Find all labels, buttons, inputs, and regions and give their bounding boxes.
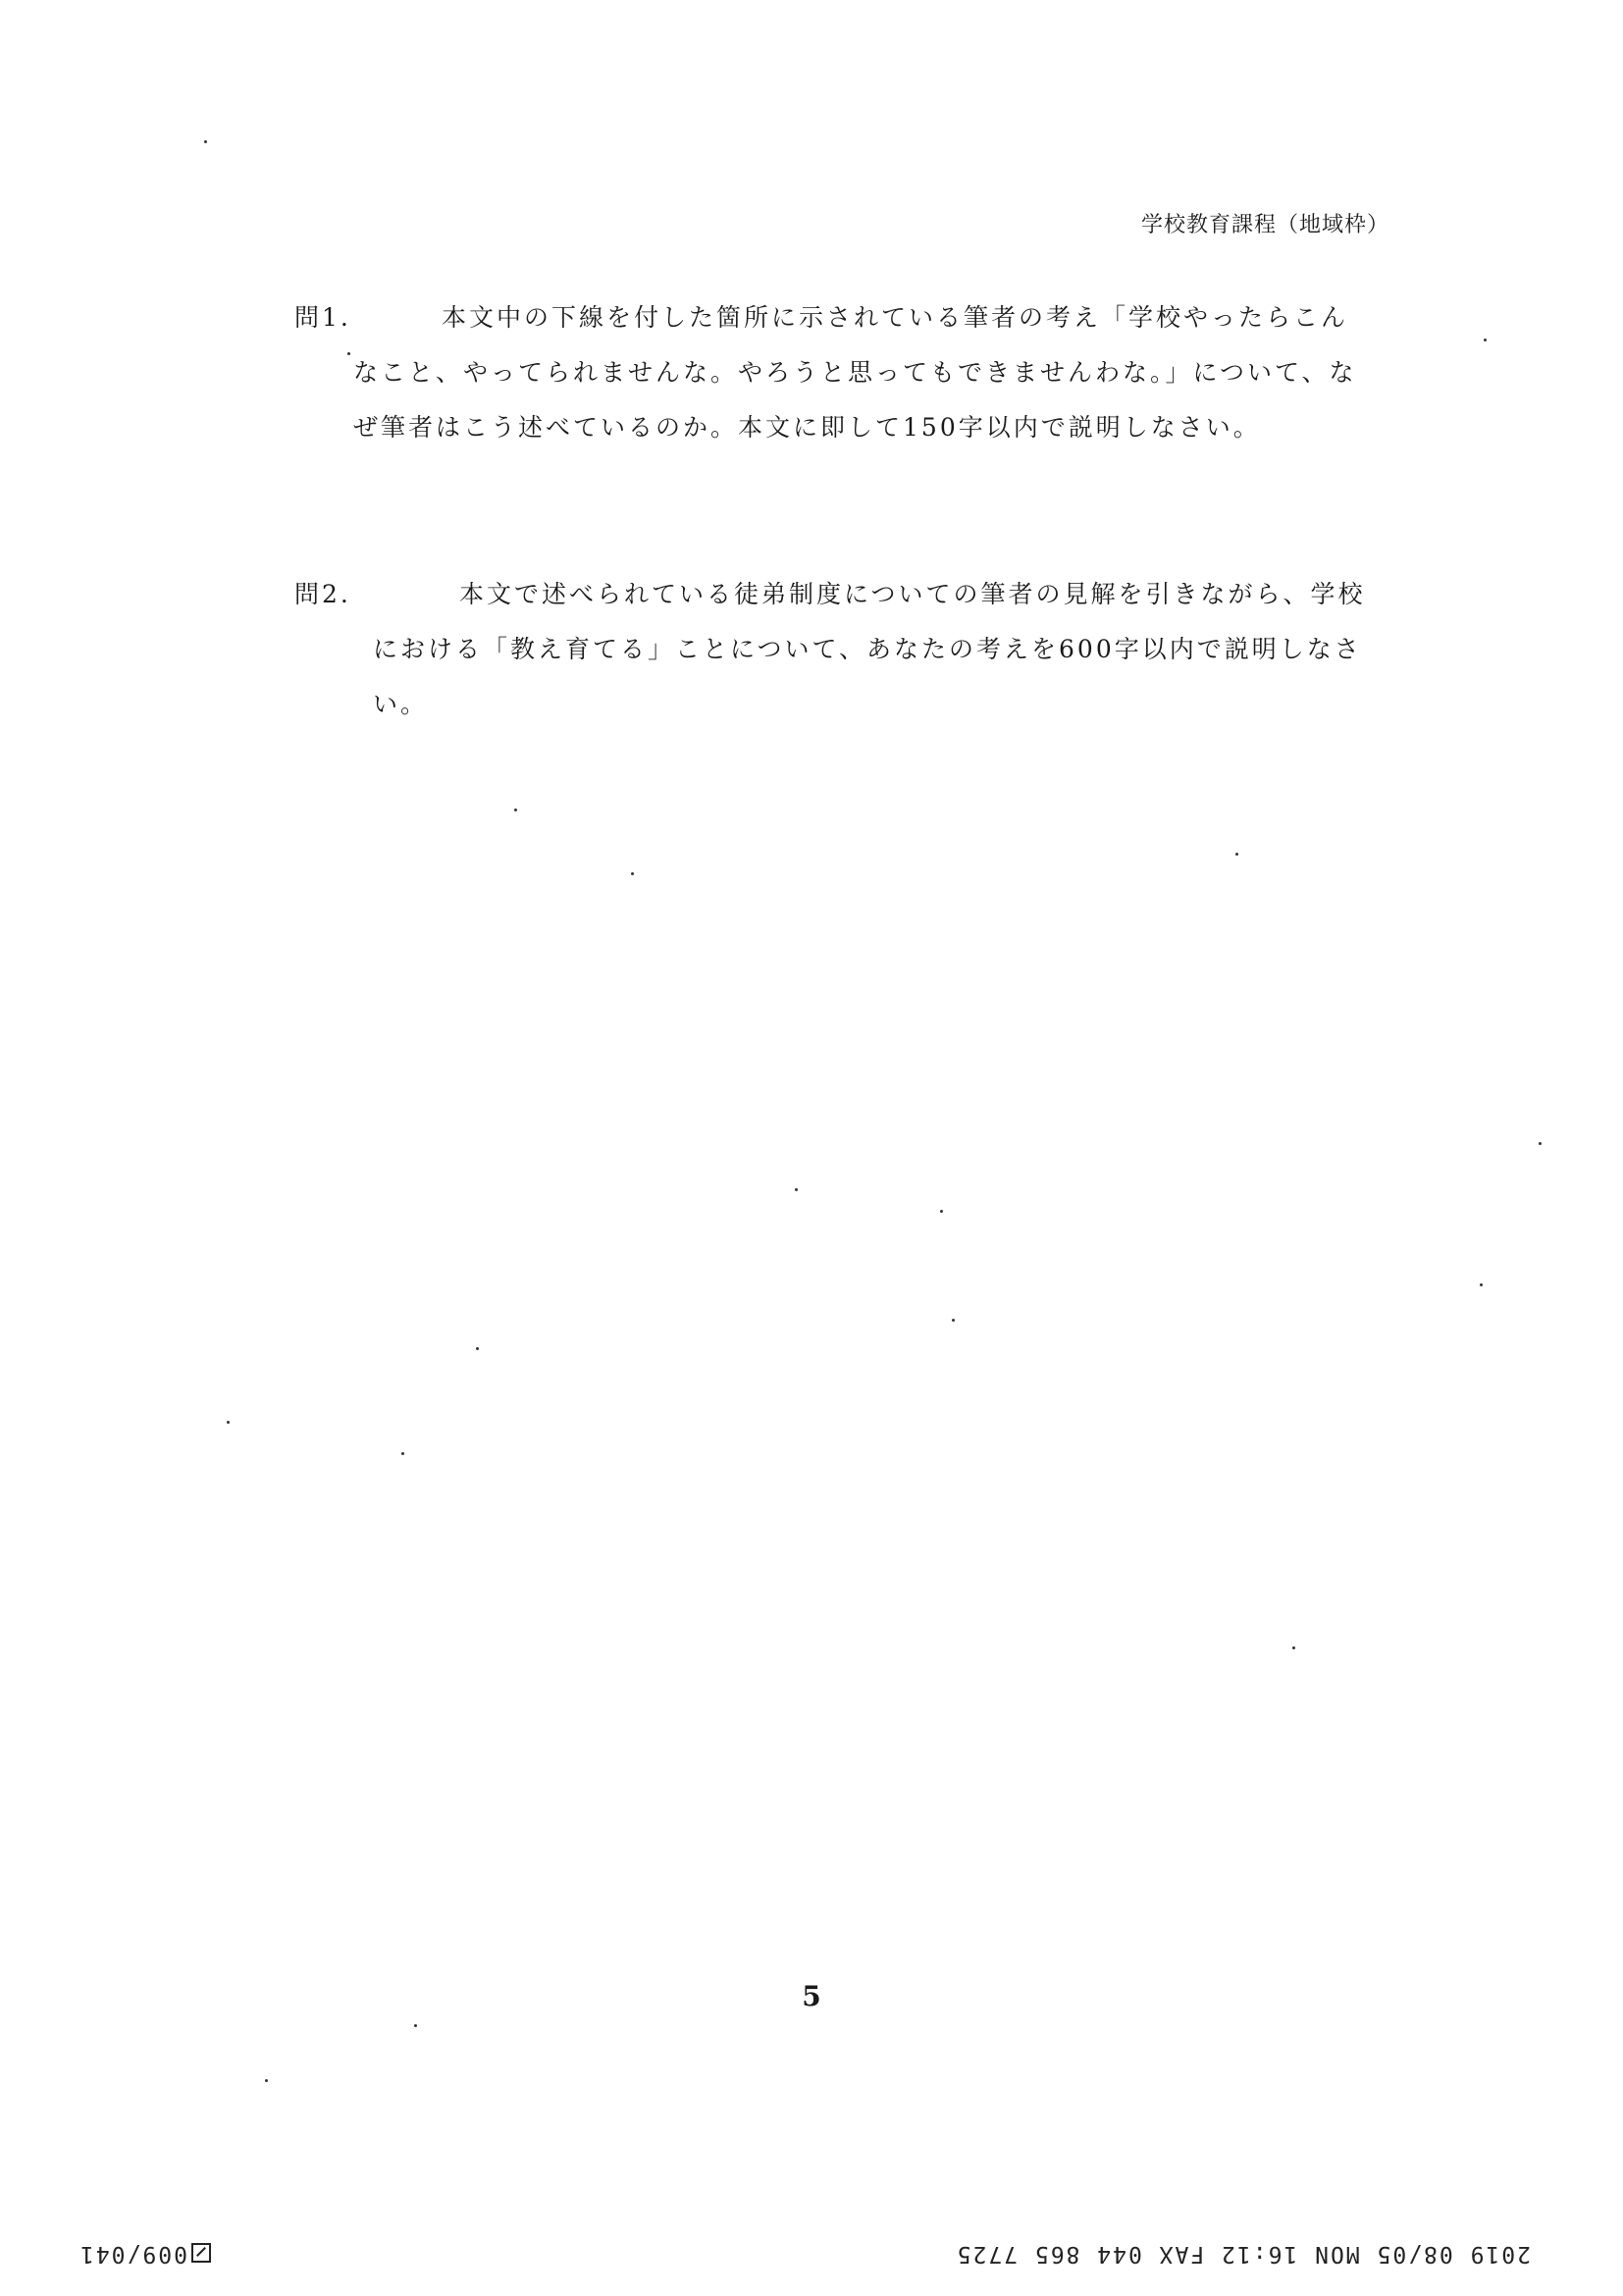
scan-speck: [1480, 1283, 1483, 1286]
course-header: 学校教育課程（地域枠）: [1140, 213, 1389, 237]
fax-checkbox-icon: [191, 2244, 211, 2264]
fax-page-counter: [79, 2241, 211, 2267]
scan-speck: [1539, 1142, 1542, 1145]
question-2-text: 本文で述べられている徒弟制度についての筆者の見解を引きながら、学校における「教え育てる」ことについて、あなたの考えを600字以内で説明しなさい。: [373, 580, 1366, 718]
scan-speck: [227, 1421, 230, 1424]
question-2-number: 問2.: [294, 580, 351, 608]
scan-speck: [476, 1347, 479, 1350]
fax-transmission-header: [79, 2227, 1531, 2267]
scan-speck: [401, 1452, 404, 1455]
scan-speck: [795, 1188, 798, 1191]
scan-speck: [631, 872, 634, 875]
scan-speck: [1235, 853, 1238, 856]
question-1: [294, 290, 1403, 455]
fax-page-count: 009/041: [79, 2241, 187, 2267]
scan-speck: [1484, 339, 1487, 341]
scan-speck: [414, 2024, 417, 2027]
scan-speck: [204, 140, 207, 143]
scan-speck: [952, 1319, 955, 1322]
fax-timestamp-line: 2019 08/05 MON 16:12 FAX 044 865 7725: [955, 2241, 1531, 2267]
scan-speck: [347, 352, 350, 355]
question-2: [294, 567, 1403, 732]
scan-speck: [265, 2079, 268, 2082]
question-1-number: 問1.: [294, 303, 351, 332]
page-number: 5: [802, 1980, 821, 2012]
question-1-text: 本文中の下線を付した箇所に示されている筆者の考え「学校やったらこんなこと、やってられませんな。やろうと思ってもできませんわな。」について、なぜ筆者はこう述べているのか。本文に即して150字以内で説明しなさい。: [353, 303, 1357, 442]
scan-speck: [1292, 1646, 1295, 1649]
scan-speck: [940, 1210, 943, 1213]
scan-speck: [514, 809, 517, 811]
